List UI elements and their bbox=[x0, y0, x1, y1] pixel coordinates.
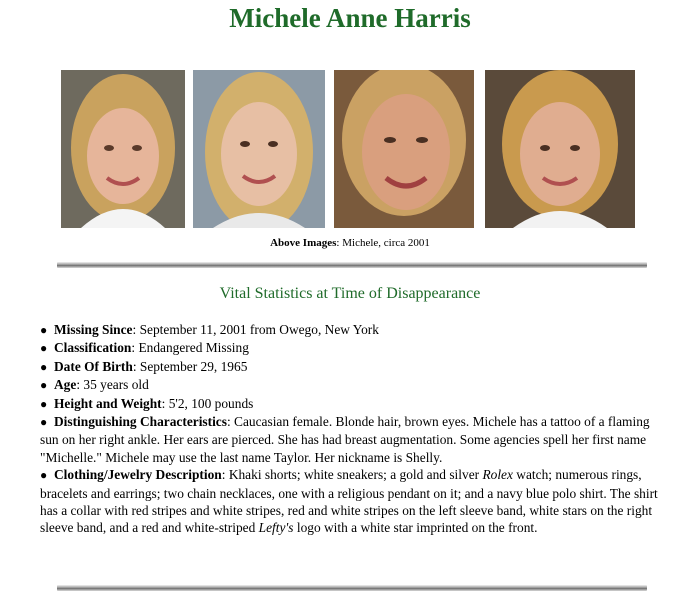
stat-value: : 5'2, 100 pounds bbox=[161, 395, 254, 411]
stat-value: : Endangered Missing bbox=[131, 340, 249, 356]
list-item-distinguishing bbox=[40, 413, 662, 466]
stat-label: Missing Since bbox=[54, 322, 133, 337]
photo-caption bbox=[0, 236, 700, 250]
bullet-icon: ● bbox=[40, 341, 48, 356]
list-item-clothing bbox=[40, 466, 662, 537]
page-title: Michele Anne Harris bbox=[229, 3, 471, 33]
bullet-icon: ● bbox=[40, 378, 48, 393]
photo-row bbox=[0, 70, 700, 230]
stat-value: : 35 years old bbox=[76, 377, 149, 393]
stat-value: watch; numerous rings, bracelets and earrings; two chain necklaces, one with a religious pendant on it; and a navy blue polo shirt. The shirt has a collar with red stripes and white stripes, red and white stripes on the left sleeve band, white stars on the right sleeve band, and a red and white-striped bbox=[40, 467, 658, 536]
bullet-icon: ● bbox=[40, 468, 48, 483]
bullet-icon: ● bbox=[40, 415, 48, 430]
bullet-icon: ● bbox=[40, 396, 48, 411]
stat-value: : Khaki shorts; white sneakers; a gold and silver bbox=[221, 467, 483, 483]
stat-value: logo with a white star imprinted on the front. bbox=[293, 520, 538, 536]
list-item-age bbox=[40, 376, 662, 394]
stat-label: Age bbox=[54, 377, 77, 393]
bullet-icon: ● bbox=[40, 359, 48, 374]
divider-bottom bbox=[57, 585, 647, 591]
stat-label: Date Of Birth bbox=[54, 358, 133, 374]
leftys-brand: Lefty's bbox=[258, 520, 294, 536]
rolex-brand: Rolex bbox=[482, 467, 513, 483]
stat-value: : September 11, 2001 from Owego, New York bbox=[132, 322, 379, 337]
stat-label: Distinguishing Characteristics bbox=[54, 414, 227, 430]
stat-label: Classification bbox=[54, 340, 132, 356]
portrait-photo-2 bbox=[193, 70, 325, 228]
caption-text: : Michele, circa 2001 bbox=[336, 237, 430, 249]
bullet-icon: ● bbox=[40, 323, 48, 337]
list-item-missing-since bbox=[40, 321, 662, 339]
stat-value: : September 29, 1965 bbox=[132, 358, 248, 374]
portrait-photo-1 bbox=[61, 70, 185, 228]
list-item-date-of-birth bbox=[40, 358, 662, 376]
list-item-classification bbox=[40, 339, 662, 357]
caption-label: Above Images bbox=[270, 237, 337, 249]
list-item-height-weight bbox=[40, 395, 662, 413]
vital-statistics-list bbox=[40, 321, 662, 537]
stat-value: : Caucasian female. Blonde hair, brown eyes. Michele has a tattoo of a flaming sun on her right ankle. Her ears are pierced. She has had breast augmentation. Some agencies spell her first name "Michelle." Michele may use the last name Taylor. Her nickname is Shelly. bbox=[40, 414, 650, 465]
stat-label: Height and Weight bbox=[54, 395, 162, 411]
stat-label: Clothing/Jewelry Description bbox=[54, 467, 222, 483]
portrait-photo-3 bbox=[334, 70, 474, 228]
portrait-photo-4 bbox=[485, 70, 635, 228]
divider-top bbox=[57, 262, 647, 268]
section-heading: Vital Statistics at Time of Disappearance bbox=[219, 285, 481, 302]
